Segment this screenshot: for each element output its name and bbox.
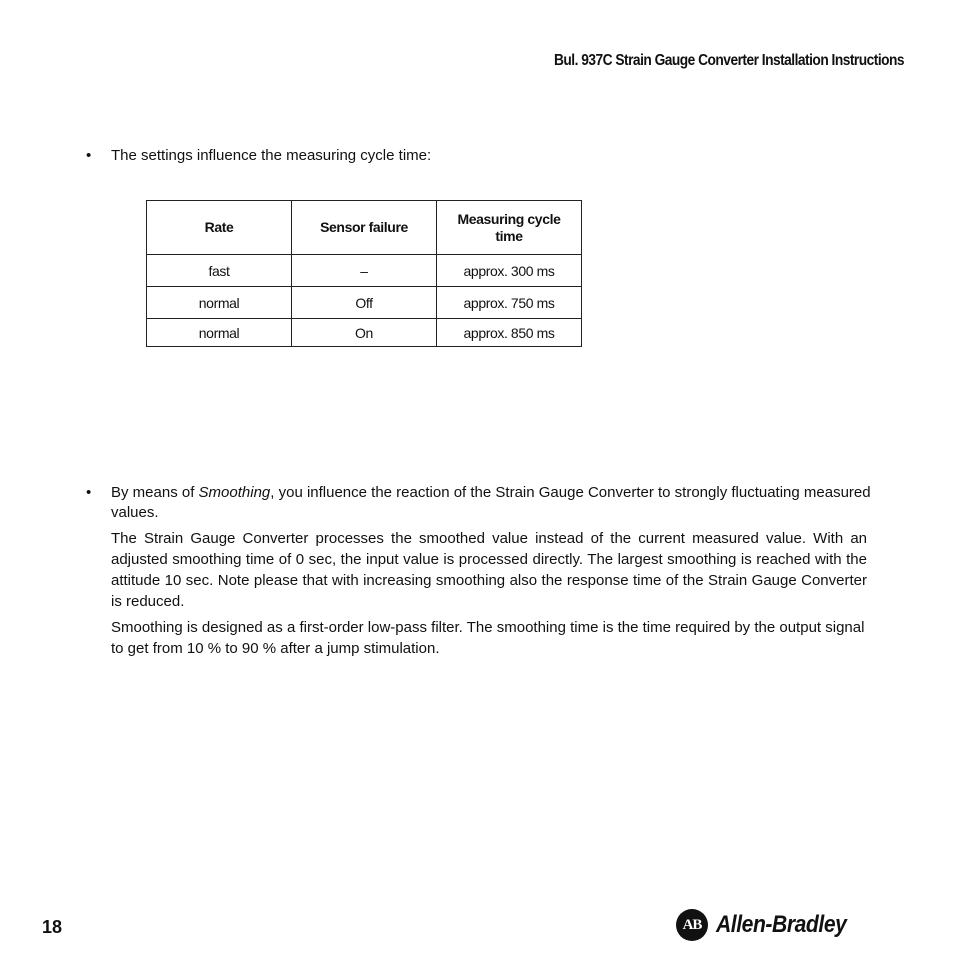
ab-logo-icon: AB [676,909,708,941]
table-cell-rate: fast [147,255,292,287]
brand-name: Allen-Bradley [716,911,847,938]
table-cell-cycle-time: approx. 750 ms [437,287,582,319]
table-cell-cycle-time: approx. 300 ms [437,255,582,287]
page-header-title: Bul. 937C Strain Gauge Converter Installation Instructions [553,52,904,69]
table-header-rate: Rate [147,201,292,255]
page-number: 18 [42,917,63,937]
paragraph-smoothing-filter: Smoothing is designed as a first-order low-pass filter. The smoothing time is the time required by the output signal to get from 10 % to 90 % after a jump stimulation. [111,619,865,657]
allen-bradley-logo [676,909,864,941]
bullet-text-suffix: , you influence the reaction of the Strain Gauge Converter to strongly fluctuating measured values. [111,484,871,521]
table-header-measuring-cycle-time: Measuring cycle time [437,201,582,255]
table-cell-sensor-failure: On [292,319,437,347]
bullet-icon: • [86,484,92,501]
table-cell-rate: normal [147,287,292,319]
smoothing-term: Smoothing [198,484,271,501]
bullet-text-prefix: By means of [111,484,199,501]
table-row [147,319,582,347]
bullet-text: The settings influence the measuring cycle time: [111,147,432,164]
table-header-row [147,201,582,255]
bullet-icon: • [86,147,92,164]
bullet-text [111,483,871,523]
table-cell-sensor-failure: Off [292,287,437,319]
table-cell-rate: normal [147,319,292,347]
cycle-time-table [146,200,582,347]
table-row [147,255,582,287]
table-cell-sensor-failure: – [292,255,437,287]
paragraph-smoothing-processing: The Strain Gauge Converter processes the smoothed value instead of the current measured value. With an adjusted smoothing time of 0 sec, the input value is processed directly. The largest smoothing is reached with the attitude 10 sec. Note please that with increasing smoothing also the response time of the Strain Gauge Converter is reduced. [111,530,867,610]
table-cell-cycle-time: approx. 850 ms [437,319,582,347]
table-header-sensor-failure: Sensor failure [292,201,437,255]
table-row [147,287,582,319]
